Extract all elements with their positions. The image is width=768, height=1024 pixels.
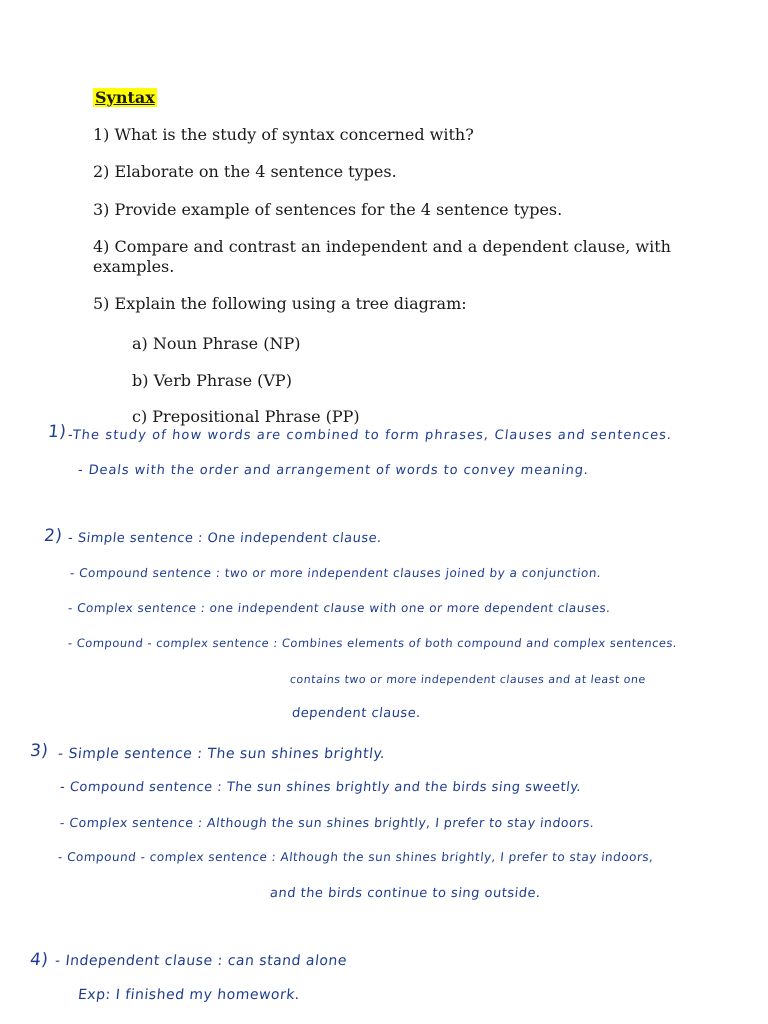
answer-3-number: 3)	[28, 741, 50, 761]
answer-2-line-1: - Simple sentence : One independent clause.	[67, 531, 383, 546]
answer-1-line-1: -The study of how words are combined to form phrases, Clauses and sentences.	[67, 428, 674, 443]
question-3: 3) Provide example of sentences for the 4 sentence types.	[93, 200, 563, 219]
answer-4-line-2: Exp: I finished my homework.	[77, 987, 301, 1003]
question-4-line-2: examples.	[93, 257, 175, 276]
answer-2-line-6: dependent clause.	[291, 706, 422, 721]
answer-3-line-4: - Compound - complex sentence : Although the sun shines brightly, I prefer to stay indoors,	[57, 850, 655, 864]
question-5b: b) Verb Phrase (VP)	[132, 371, 292, 390]
title-highlight: Syntax	[95, 88, 155, 107]
answer-3-line-2: - Compound sentence : The sun shines brightly and the birds sing sweetly.	[59, 780, 582, 795]
answer-2-line-3: - Complex sentence : one independent clause with one or more dependent clauses.	[67, 601, 612, 615]
answer-1-line-2: - Deals with the order and arrangement of words to convey meaning.	[77, 463, 590, 478]
question-5: 5) Explain the following using a tree diagram:	[93, 294, 467, 313]
question-2: 2) Elaborate on the 4 sentence types.	[93, 162, 397, 181]
answer-2-number: 2)	[42, 526, 64, 546]
answer-3-line-5: and the birds continue to sing outside.	[269, 886, 542, 901]
question-5c: c) Prepositional Phrase (PP)	[132, 407, 360, 426]
answer-4-number: 4)	[28, 950, 50, 970]
question-5a: a) Noun Phrase (NP)	[132, 334, 301, 353]
answer-4-line-1: - Independent clause : can stand alone	[54, 953, 348, 969]
answer-2-line-5: contains two or more independent clauses and at least one	[289, 673, 647, 686]
question-4-line-1: 4) Compare and contrast an independent and a dependent clause, with	[93, 237, 671, 256]
answer-2-line-4: - Compound - complex sentence : Combines elements of both compound and complex sentences.	[67, 636, 678, 650]
answer-3-line-3: - Complex sentence : Although the sun shines brightly, I prefer to stay indoors.	[59, 815, 596, 830]
answer-1-number: 1)	[46, 422, 68, 442]
question-1: 1) What is the study of syntax concerned with?	[93, 125, 474, 144]
document-title	[93, 88, 157, 108]
answer-3-line-1: - Simple sentence : The sun shines brightly.	[57, 746, 386, 762]
answer-2-line-2: - Compound sentence : two or more independent clauses joined by a conjunction.	[69, 566, 603, 580]
